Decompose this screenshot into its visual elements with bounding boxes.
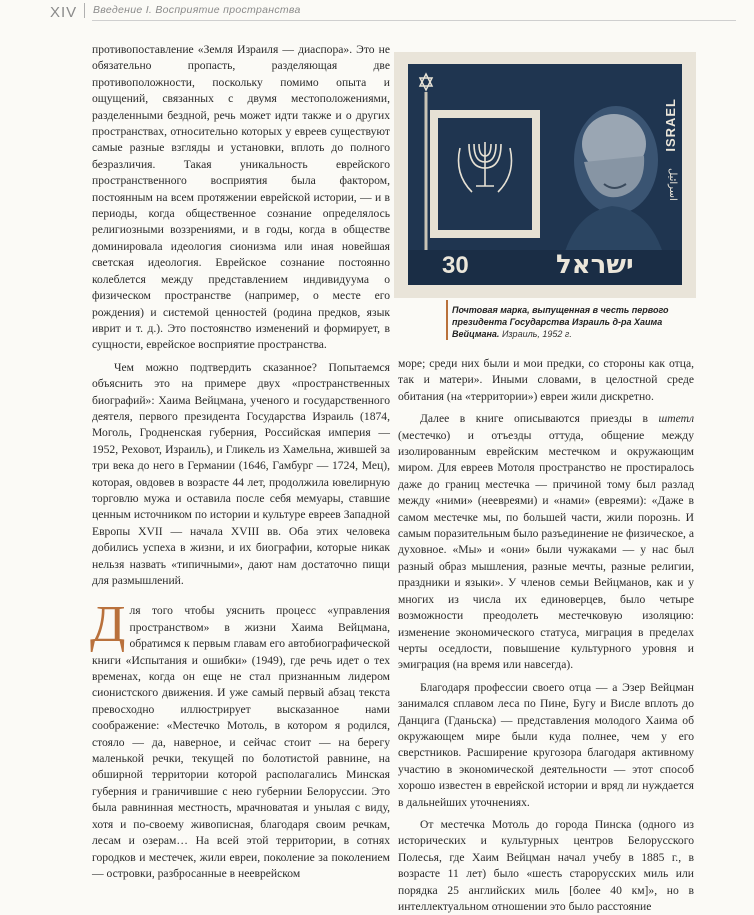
drop-cap: Д [90, 596, 126, 654]
postage-stamp-figure [394, 52, 696, 298]
text-column-left [92, 42, 390, 882]
paragraph: От местечка Мотоль до города Пинска (одного из исторических и культурных центров Белорусского Полесья, где Хаим Вейцман начал учебу в 1885 г., в возрасте 11 лет) было «шесть старорусских миль или порядка 25 английских миль [более 40 км]», но в интеллектуальном отношении это было расстояние [398, 817, 694, 913]
figure-caption [452, 304, 702, 340]
stamp-country-hebrew: ישראל [556, 250, 634, 280]
paragraph-text: (местечко) и отъезды оттуда, общение между изолированным еврейским местечком и окружающим миром. Для евреев Мотоля пространство не простиралось даже до границ местечка — причиной тому был разлад между «ними» (неевреями) и «нами» (евреями): «Даже в самом местечке мы, по большей части, жили порознь. И самым поразительным было разъединение не физическое, а духовное. «Мы» и «они» были чужаками — у нас был разный образ мышления, разные мечты, разные религии, праздники и языки». У членов семьи Вейцманов, как и у многих из числа их единоверцев, было четыре возможности преодолеть местечковую изоляцию: изменение экономического статуса, миграция в пределах черты оседлости, повышение культурного уровня и эмиграция (на время или навсегда). [398, 428, 694, 672]
header-rule [92, 20, 736, 21]
paragraph: море; среди них были и мои предки, со стороны как отца, так и матери». Иными словами, в целостной среде обитания (на «территории») евреи жили дискретно. [398, 357, 694, 403]
page-number: XIV [50, 4, 78, 21]
stamp-country-latin: ISRAEL [663, 98, 678, 152]
caption-source: Израиль, 1952 г. [501, 329, 572, 339]
header-divider [84, 3, 85, 18]
stamp-country-arabic: اسرائيل [667, 168, 678, 201]
caption-title: Почтовая марка, выпущенная в честь первого президента Государства Израиль д-ра Хаима Вейцмана. [452, 305, 669, 339]
stamp-image [408, 64, 682, 285]
paragraph: Благодаря профессии своего отца — а Эзер Вейцман занимался сплавом леса по Пине, Бугу и Висле вплоть до Данцига (Гданьска) — представления молодого Хаима об окружающем мире были куда полнее, чем у его сверстников. Расширение кругозора благодаря активному участию в экономической деятельности — этот способ хорошо известен в еврейской истории и вряд ли нуждается в дальнейших уточнениях. [398, 680, 694, 809]
emphasis: штетл [658, 412, 694, 426]
paragraph [398, 411, 694, 674]
running-header [0, 0, 754, 24]
paragraph: Чем можно подтвердить сказанное? Попытаемся объяснить это на примере двух «пространственных биографий»: Хаима Вейцмана, ученого и государственного деятеля, первого президента Государства Израиль (1874, Моголь, Гродненская губерния, Российская империя — 1952, Реховот, Израиль), и Гликель из Хамельна, жившей за три века до него в Германии (1646, Гамбург — 1724, Мец), которая, овдовев в возрасте 44 лет, продолжила ювелирную торговлю мужа и оставила после себя мемуары, ставшие ценным источником по истории и культуре евреев Западной Европы XVII — начала XVIII вв. Оба этих человека добились успеха в жизни, и их биографии, которые никак нельзя назвать «типичными», дают нам достаточно пищи для размышлений. [92, 360, 390, 587]
caption-accent [446, 300, 448, 340]
paragraph-with-dropcap [90, 596, 390, 882]
text-column-right [398, 356, 694, 915]
stamp-value: 30 [442, 252, 469, 279]
running-title: Введение I. Восприятие пространства [93, 4, 301, 16]
paragraph: противопоставление «Земля Израиля — диаспора». Это не обязательно пропасть, разделяющая две противоположности, поскольку помимо опыта и ощущений, связанных с двумя местоположениями, разделенными бездной, речь может идти также и о других пространствах, относительно которых у евреев существуют самые разные взгляды и установки, вплоть до полного безразличия. Такая уникальность еврейского пространственного восприятия была фактором, постоянным на всем протяжении еврейской истории, — и в периоды, когда общественное сознание определялось религиозными воззрениями, и в годы, когда в обществе доминировала идеология сионизма или иная новейшая светская идеология. Еврейское сознание постоянно колеблется между представлением индивидуума о физическом пространстве (например, о месте его рождения) и системой ценностей (родина предков, язык иврит и т. д.). Это постоянство изменений и формирует, в сущности, еврейское восприятие пространства. [92, 43, 390, 352]
paragraph-text: Далее в книге описываются приезды в [420, 412, 659, 426]
paragraph-text: ля того чтобы уяснить процесс «управления пространством» в жизни Хаима Вейцмана, обратимся к первым главам его автобиографической книги «Испытания и ошибки» (1949), где речь идет о тех временах, когда он еще не стал признанным лидером сионистского движения. И уже самый первый абзац текста превосходно иллюстрирует высказанное нами соображение: «Местечко Мотоль, в котором я родился, стояло — да, наверное, и сейчас стоит — на берегу маленькой речки, текущей по болотистой равнине, на обширной территории которой располагались Минская губерния и граничившие с нею губернии Белоруссии. Это была равнинная местность, мрачноватая и унылая с виду, хотя и по-своему живописная, благодаря своим речкам, лесам и озерам… На всей этой территории, в сотнях городков и местечек, жили евреи, поколение за поколением — островки, разбросанные в нееврейском [92, 604, 390, 880]
